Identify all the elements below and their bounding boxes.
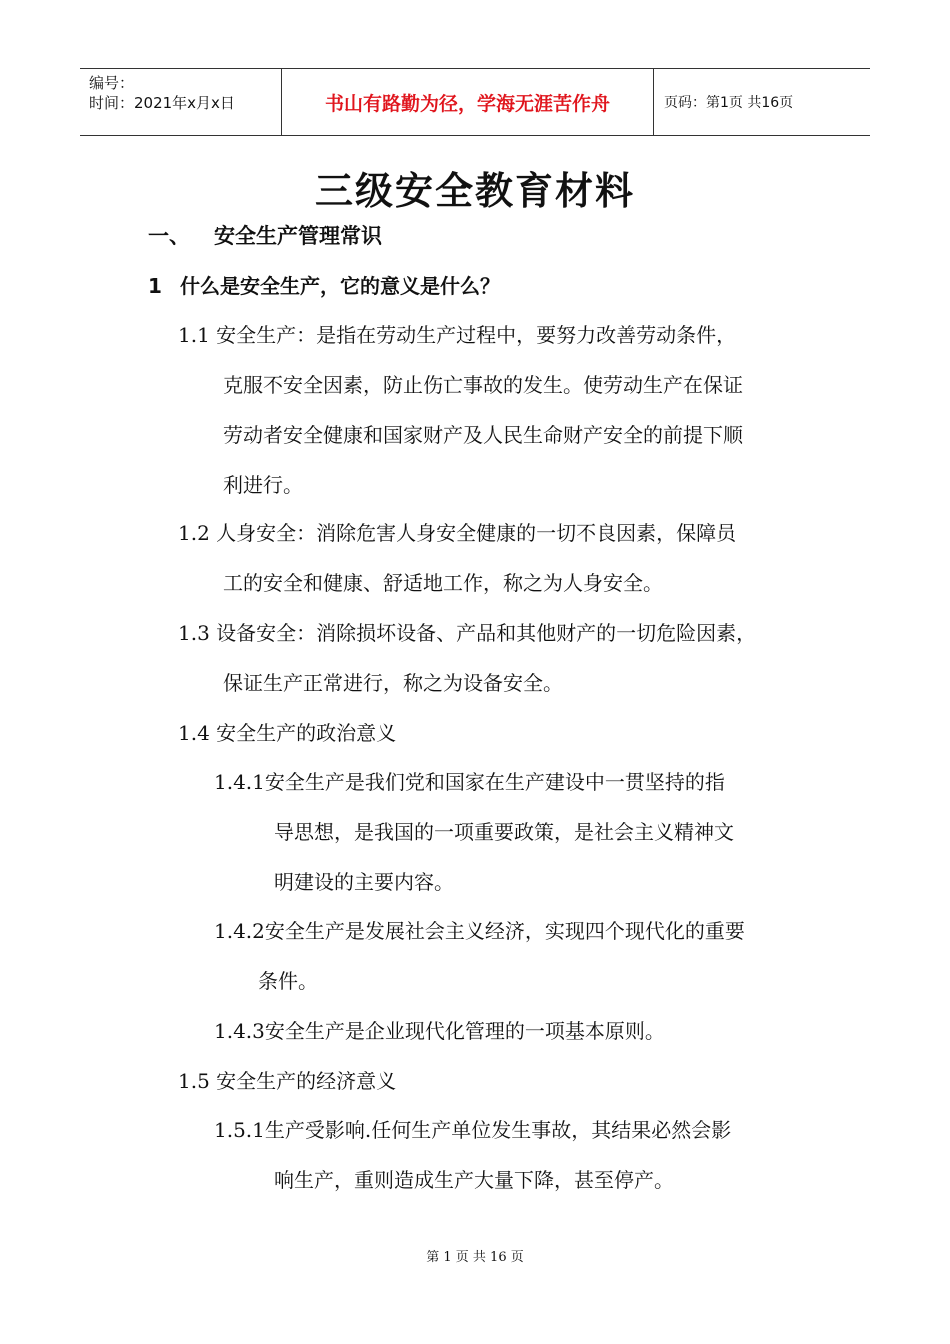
item-line: 工的安全和健康、舒适地工作，称之为人身安全。: [223, 571, 663, 595]
item-number: 1.4.2: [214, 919, 265, 943]
question-heading: [148, 270, 500, 299]
item-1-5-1: [214, 1105, 731, 1205]
item-number: 1.4: [178, 721, 210, 745]
item-number: 1.4.1: [214, 770, 265, 794]
header-motto-cell: [281, 69, 654, 135]
header-table: [80, 68, 870, 136]
item-line: 明建设的主要内容。: [274, 870, 454, 894]
page-footer: 第 1 页 共 16 页: [426, 1250, 524, 1265]
motto-text: 书山有路勤为径，学海无涯苦作舟: [324, 92, 610, 115]
document-title: 三级安全教育材料: [314, 169, 635, 213]
item-number: 1.1: [178, 323, 210, 347]
item-number: 1.2: [178, 521, 210, 545]
item-line1: 安全生产：是指在劳动生产过程中，要努力改善劳动条件，: [216, 323, 737, 347]
item-1-4-3: [214, 1006, 665, 1056]
item-line1: 设备安全：消除损坏设备、产品和其他财产的一切危险因素，: [216, 621, 757, 645]
item-1-4-1: [214, 757, 734, 907]
serial-label: 编号：: [89, 74, 135, 92]
item-1-2: [178, 508, 736, 608]
item-line1: 安全生产是企业现代化管理的一项基本原则。: [264, 1019, 665, 1043]
item-1-1: [178, 310, 743, 510]
item-line: 克服不安全因素，防止伤亡事故的发生。使劳动生产在保证: [223, 373, 743, 397]
item-line: 保证生产正常进行，称之为设备安全。: [223, 671, 563, 695]
item-number: 1.5: [178, 1069, 210, 1093]
item-number: 1.3: [178, 621, 210, 645]
section-heading: [148, 220, 382, 250]
item-1-3: [178, 608, 756, 708]
item-1-4-2: [214, 906, 745, 1006]
question-text: 什么是安全生产，它的意义是什么？: [180, 274, 500, 298]
header-meta-cell: [80, 69, 281, 135]
item-line: 条件。: [258, 969, 318, 993]
item-line: 劳动者安全健康和国家财产及人民生命财产安全的前提下顺: [223, 423, 743, 447]
item-number: 1.5.1: [214, 1118, 265, 1142]
section-text: 安全生产管理常识: [214, 224, 382, 248]
item-line1: 人身安全：消除危害人身安全健康的一切不良因素，保障员: [216, 521, 737, 545]
item-line: 响生产，重则造成生产大量下降，甚至停产。: [274, 1168, 674, 1192]
time-label: 时间：2021年x月x日: [89, 94, 235, 112]
item-line: 利进行。: [223, 473, 303, 497]
page-info: 页码：第1页 共16页: [664, 95, 794, 111]
item-1-4: [178, 708, 396, 758]
item-line1: 生产受影响.任何生产单位发生事故，其结果必然会影: [264, 1118, 732, 1142]
header-page-cell: [654, 69, 870, 135]
item-line1: 安全生产是我们党和国家在生产建设中一贯坚持的指: [264, 770, 725, 794]
item-number: 1.4.3: [214, 1019, 265, 1043]
item-line1: 安全生产的经济意义: [216, 1069, 397, 1093]
item-line1: 安全生产的政治意义: [216, 721, 397, 745]
item-line1: 安全生产是发展社会主义经济，实现四个现代化的重要: [264, 919, 745, 943]
item-1-5: [178, 1056, 396, 1106]
item-line: 导思想，是我国的一项重要政策，是社会主义精神文: [274, 820, 734, 844]
section-number: 一、: [148, 224, 190, 248]
question-number: 1: [148, 274, 162, 298]
